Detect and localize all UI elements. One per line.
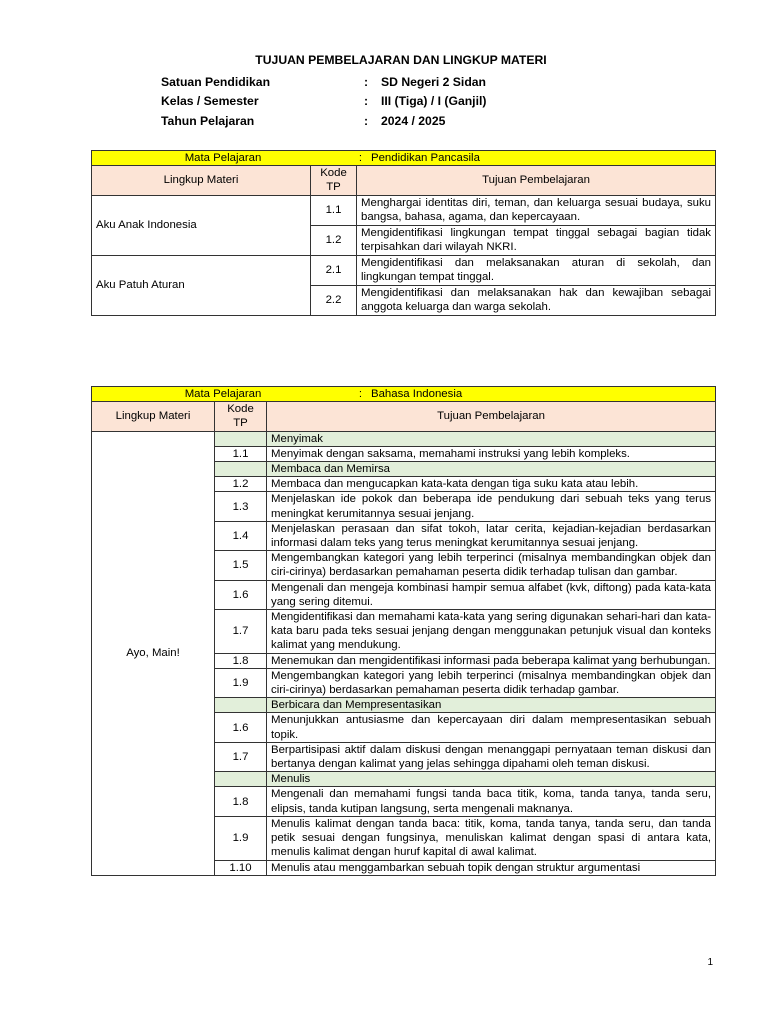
meta-separator: : (364, 74, 369, 89)
kode-tp-cell: 1.9 (215, 668, 267, 697)
table-bahasa-indonesia (91, 386, 716, 876)
section-row (92, 431, 716, 446)
section-title-cell: Berbicara dan Mempresentasikan (267, 698, 716, 713)
section-kode-cell (215, 698, 267, 713)
lingkup-materi-cell: Ayo, Main! (92, 431, 215, 875)
section-kode-cell (215, 462, 267, 477)
meta-row-tahun-pelajaran (161, 111, 486, 131)
meta-label: Kelas / Semester (161, 94, 259, 109)
tujuan-cell: Membaca dan mengucapkan kata-kata dengan tiga suku kata atau lebih. (267, 477, 716, 492)
meta-label: Satuan Pendidikan (161, 74, 271, 89)
column-header-row (92, 166, 716, 195)
column-header-tujuan: Tujuan Pembelajaran (267, 402, 716, 431)
table-row (92, 255, 716, 285)
kode-tp-cell: 1.3 (215, 492, 267, 521)
kode-tp-cell: 1.7 (215, 742, 267, 771)
meta-separator: : (364, 94, 369, 109)
subject-separator: : (358, 388, 363, 400)
subject-header-row (92, 387, 716, 402)
tujuan-cell: Berpartisipasi aktif dalam diskusi dengan menanggapi pernyataan teman diskusi dan bertanya dengan kalimat yang jelas sehingga dipahami oleh teman diskusi. (267, 742, 716, 771)
kode-tp-cell: 1.6 (215, 713, 267, 742)
meta-label: Tahun Pelajaran (161, 113, 255, 128)
column-header-kode: Kode TP (311, 166, 357, 195)
meta-value: SD Negeri 2 Sidan (381, 74, 486, 89)
section-title-cell: Menyimak (267, 431, 716, 446)
kode-tp-cell: 1.2 (215, 477, 267, 492)
document-meta (161, 72, 486, 131)
column-header-lingkup: Lingkup Materi (92, 402, 215, 431)
kode-tp-cell: 2.1 (311, 255, 357, 285)
column-header-tujuan: Tujuan Pembelajaran (357, 166, 716, 195)
kode-tp-cell: 1.7 (215, 610, 267, 654)
column-header-kode: Kode TP (215, 402, 267, 431)
tujuan-cell: Menjelaskan ide pokok dan beberapa ide pendukung dari sebuah teks yang terus meningkat kerumitannya sesuai jenjang. (267, 492, 716, 521)
tujuan-cell: Mengenali dan mengeja kombinasi hampir semua alfabet (kvk, diftong) pada kata-kata yang sering ditemui. (267, 580, 716, 609)
tujuan-cell: Mengidentifikasi lingkungan tempat tinggal sebagai bagian tidak terpisahkan dari wilayah NKRI. (357, 225, 716, 255)
tujuan-cell: Menjelaskan perasaan dan sifat tokoh, latar cerita, kejadian-kejadian berdasarkan informasi dalam teks yang terus meningkat kerumitannya sesuai jenjang. (267, 521, 716, 550)
kode-tp-cell: 1.6 (215, 580, 267, 609)
column-header-lingkup: Lingkup Materi (92, 166, 311, 195)
tujuan-cell: Menulis kalimat dengan tanda baca: titik, koma, tanda tanya, tanda seru, dan tanda petik sesuai dengan fungsinya, menuliskan kalimat dengan spasi di antara kata, menulis kalimat dengan huruf kapital di awal kalimat. (267, 816, 716, 860)
kode-tp-cell: 1.8 (215, 653, 267, 668)
section-kode-cell (215, 772, 267, 787)
section-title-cell: Membaca dan Memirsa (267, 462, 716, 477)
subject-header-row (92, 151, 716, 166)
meta-value: III (Tiga) / I (Ganjil) (381, 94, 487, 109)
page-number: 1 (707, 957, 713, 968)
tujuan-cell: Menemukan dan mengidentifikasi informasi pada beberapa kalimat yang berhubungan. (267, 653, 716, 668)
document-title: TUJUAN PEMBELAJARAN DAN LINGKUP MATERI (255, 53, 547, 67)
tujuan-cell: Mengidentifikasi dan melaksanakan aturan di sekolah, dan lingkungan tempat tinggal. (357, 255, 716, 285)
subject-label: Mata Pelajaran (184, 152, 262, 164)
meta-separator: : (364, 113, 369, 128)
meta-row-kelas-semester (161, 92, 486, 112)
subject-header (92, 151, 716, 166)
kode-tp-cell: 1.5 (215, 551, 267, 580)
lingkup-materi-cell: Aku Patuh Aturan (92, 255, 311, 315)
tujuan-cell: Menulis atau menggambarkan sebuah topik dengan struktur argumentasi (267, 860, 716, 875)
table-row (92, 195, 716, 225)
tujuan-cell: Menghargai identitas diri, teman, dan keluarga sesuai budaya, suku bangsa, bahasa, agama, dan kepercayaan. (357, 195, 716, 225)
kode-tp-cell: 1.4 (215, 521, 267, 550)
kode-tp-cell: 1.8 (215, 787, 267, 816)
subject-name: Bahasa Indonesia (371, 388, 463, 400)
column-header-row (92, 402, 716, 431)
kode-tp-cell: 1.1 (311, 195, 357, 225)
subject-header (92, 387, 716, 402)
section-kode-cell (215, 431, 267, 446)
section-title-cell: Menulis (267, 772, 716, 787)
tujuan-cell: Mengembangkan kategori yang lebih terperinci (misalnya membandingkan objek dan ciri-cirinya) berdasarkan pemahaman peserta didik terhadap gambar. (267, 668, 716, 697)
lingkup-materi-cell: Aku Anak Indonesia (92, 195, 311, 255)
kode-tp-cell: 2.2 (311, 285, 357, 315)
kode-tp-cell: 1.10 (215, 860, 267, 875)
tujuan-cell: Menunjukkan antusiasme dan kepercayaan diri dalam mempresentasikan sebuah topik. (267, 713, 716, 742)
kode-tp-cell: 1.9 (215, 816, 267, 860)
tujuan-cell: Menyimak dengan saksama, memahami instruksi yang lebih kompleks. (267, 446, 716, 461)
kode-tp-cell: 1.1 (215, 446, 267, 461)
table-pendidikan-pancasila (91, 150, 716, 316)
subject-label: Mata Pelajaran (184, 388, 262, 400)
tujuan-cell: Mengembangkan kategori yang lebih terperinci (misalnya membandingkan objek dan ciri-cirinya) berdasarkan pemahaman peserta didik terhadap tulisan dan gambar. (267, 551, 716, 580)
tujuan-cell: Mengidentifikasi dan melaksanakan hak dan kewajiban sebagai anggota keluarga dan warga sekolah. (357, 285, 716, 315)
subject-separator: : (358, 152, 363, 164)
tujuan-cell: Mengenali dan memahami fungsi tanda baca titik, koma, tanda tanya, tanda seru, elipsis, tanda kutipan langsung, serta mengenali maknanya. (267, 787, 716, 816)
kode-tp-cell: 1.2 (311, 225, 357, 255)
subject-name: Pendidikan Pancasila (371, 152, 480, 164)
meta-row-satuan-pendidikan (161, 72, 486, 92)
meta-value: 2024 / 2025 (381, 113, 446, 128)
tujuan-cell: Mengidentifikasi dan memahami kata-kata yang sering digunakan sehari-hari dan kata-kata baru pada teks sesuai jenjang dengan menggunakan petunjuk visual dan konteks kalimat yang mendukung. (267, 610, 716, 654)
